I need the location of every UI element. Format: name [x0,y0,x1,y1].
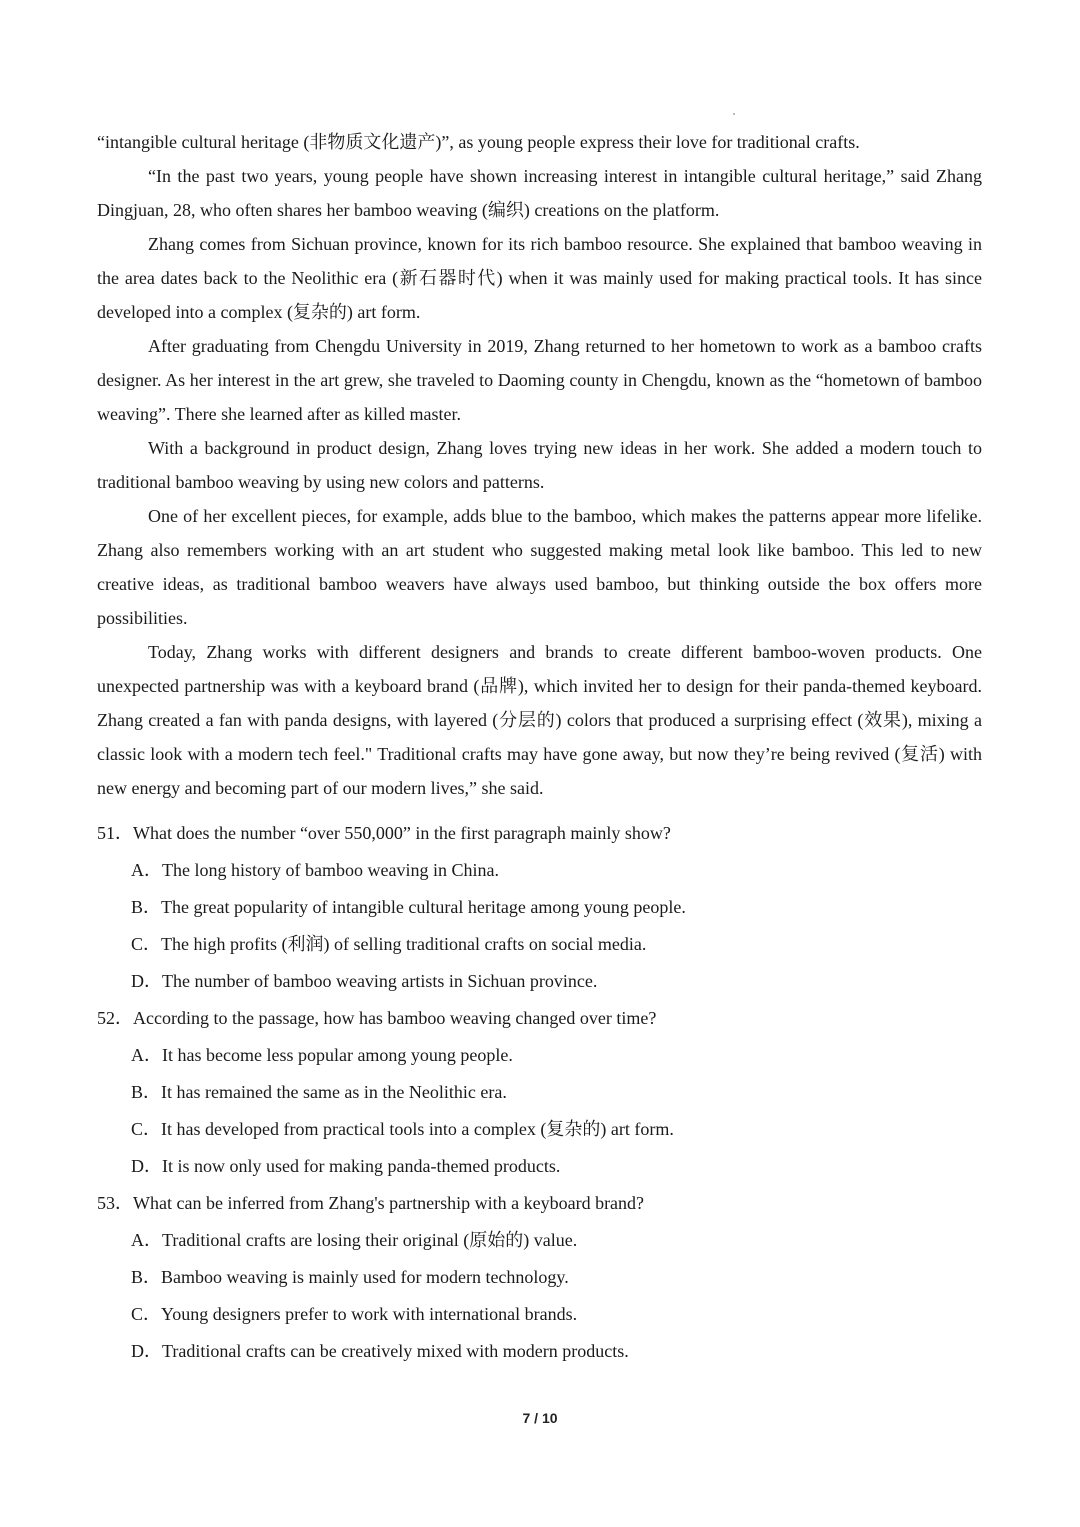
answer-option-c: C．Young designers prefer to work with international brands. [131,1304,578,1324]
question-53 [97,1185,982,1370]
answer-option-d: D．The number of bamboo weaving artists in Sichuan province. [131,971,598,991]
answer-option-a: A．It has become less popular among young people. [131,1045,513,1065]
scan-speck [733,113,735,115]
question-stem: 53．What can be inferred from Zhang's partnership with a keyboard brand? [97,1193,645,1213]
answer-option-d: D．Traditional crafts can be creatively mixed with modern products. [131,1341,629,1361]
answer-option-a: A．Traditional crafts are losing their original (原始的) value. [131,1230,578,1250]
answer-option-c: C．It has developed from practical tools into a complex (复杂的) art form. [131,1119,674,1139]
answer-option-b: B．It has remained the same as in the Neolithic era. [131,1082,507,1102]
answer-option-a: A．The long history of bamboo weaving in China. [131,860,499,880]
question-stem: 52．According to the passage, how has bamboo weaving changed over time? [97,1008,657,1028]
question-list [97,815,982,1370]
passage-paragraph: “intangible cultural heritage (非物质文化遗产)”, as young people express their love for traditional crafts. [97,132,860,152]
passage-paragraph: “In the past two years, young people have shown increasing interest in intangible cultural heritage,” said Zhang Dingjuan, 28, who often shares her bamboo weaving (编织) creations on the platform. [97,166,982,220]
passage-paragraph: Zhang comes from Sichuan province, known for its rich bamboo resource. She explained that bamboo weaving in the area dates back to the Neolithic era (新石器时代) when it was mainly used for making practical tools. It has since developed into a complex (复杂的) art form. [97,234,982,322]
page-number: 7 / 10 [522,1410,558,1426]
answer-option-b: B．The great popularity of intangible cultural heritage among young people. [131,897,686,917]
passage-paragraph: With a background in product design, Zhang loves trying new ideas in her work. She added a modern touch to traditional bamboo weaving by using new colors and patterns. [97,438,982,492]
answer-option-d: D．It is now only used for making panda-themed products. [131,1156,561,1176]
passage-paragraph: Today, Zhang works with different designers and brands to create different bamboo-woven products. One unexpected partnership was with a keyboard brand (品牌), which invited her to design for their panda-themed keyboard. Zhang created a fan with panda designs, with layered (分层的) colors that produced a surprising effect (效果), mixing a classic look with a modern tech feel." Traditional crafts may have gone away, but now they’re being revived (复活) with new energy and becoming part of our modern lives,” she said. [97,642,982,798]
question-51 [97,815,982,1000]
reading-passage [97,125,982,805]
answer-option-b: B．Bamboo weaving is mainly used for modern technology. [131,1267,569,1287]
question-stem: 51．What does the number “over 550,000” in the first paragraph mainly show? [97,823,671,843]
question-52 [97,1000,982,1185]
passage-paragraph: After graduating from Chengdu University in 2019, Zhang returned to her hometown to work as a bamboo crafts designer. As her interest in the art grew, she traveled to Daoming county in Chengdu, known as the “hometown of bamboo weaving”. There she learned after as killed master. [97,336,982,424]
passage-paragraph: One of her excellent pieces, for example, adds blue to the bamboo, which makes the patterns appear more lifelike. Zhang also remembers working with an art student who suggested making metal look like bamboo. This led to new creative ideas, as traditional bamboo weavers have always used bamboo, but thinking outside the box offers more possibilities. [97,506,982,628]
answer-option-c: C．The high profits (利润) of selling traditional crafts on social media. [131,934,647,954]
